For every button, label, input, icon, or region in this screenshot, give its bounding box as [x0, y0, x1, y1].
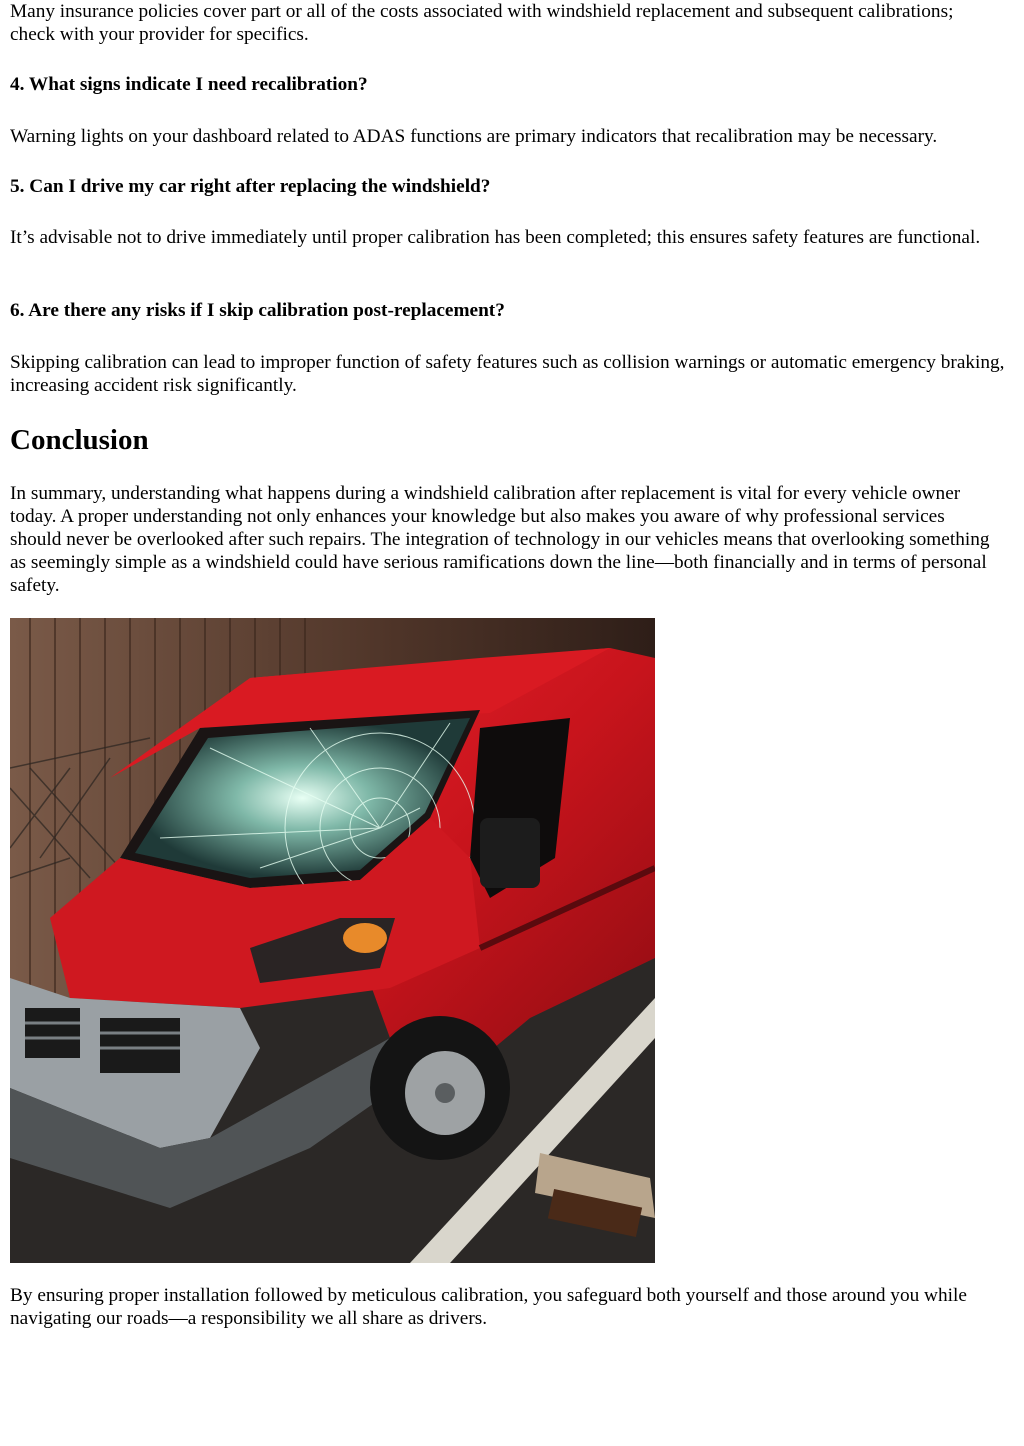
faq-answer-6: Skipping calibration can lead to improper function of safety features such as collision warnings or automatic emergency braking, increasing accident risk significantly.: [10, 352, 1005, 396]
faq-question-6: 6. Are there any risks if I skip calibration post-replacement?: [10, 300, 505, 321]
faq-question-4: 4. What signs indicate I need recalibration?: [10, 74, 368, 95]
conclusion-paragraph: In summary, understanding what happens during a windshield calibration after replacement is vital for every vehicle owner today. A proper understanding not only enhances your knowledge but also makes you aware of why professional services should never be overlooked after such repairs. The integration of technology in our vehicles means that overlooking something as seemingly simple as a windshield could have serious ramifications down the line—both financially and in terms of personal safety.: [10, 483, 990, 596]
faq-answer-5: It’s advisable not to drive immediately until proper calibration has been completed; this ensures safety features are functional.: [10, 227, 981, 248]
faq-answer-4: Warning lights on your dashboard related to ADAS functions are primary indicators that recalibration may be necessary.: [10, 126, 938, 147]
faq-question-5: 5. Can I drive my car right after replacing the windshield?: [10, 176, 491, 197]
closing-paragraph: By ensuring proper installation followed by meticulous calibration, you safeguard both yourself and those around you while navigating our roads—a responsibility we all share as drivers.: [10, 1285, 967, 1329]
intro-paragraph: Many insurance policies cover part or all of the costs associated with windshield replacement and subsequent calibrations; check with your provider for specifics.: [10, 1, 954, 45]
van-photo: [10, 618, 655, 1263]
conclusion-heading: Conclusion: [10, 424, 149, 456]
